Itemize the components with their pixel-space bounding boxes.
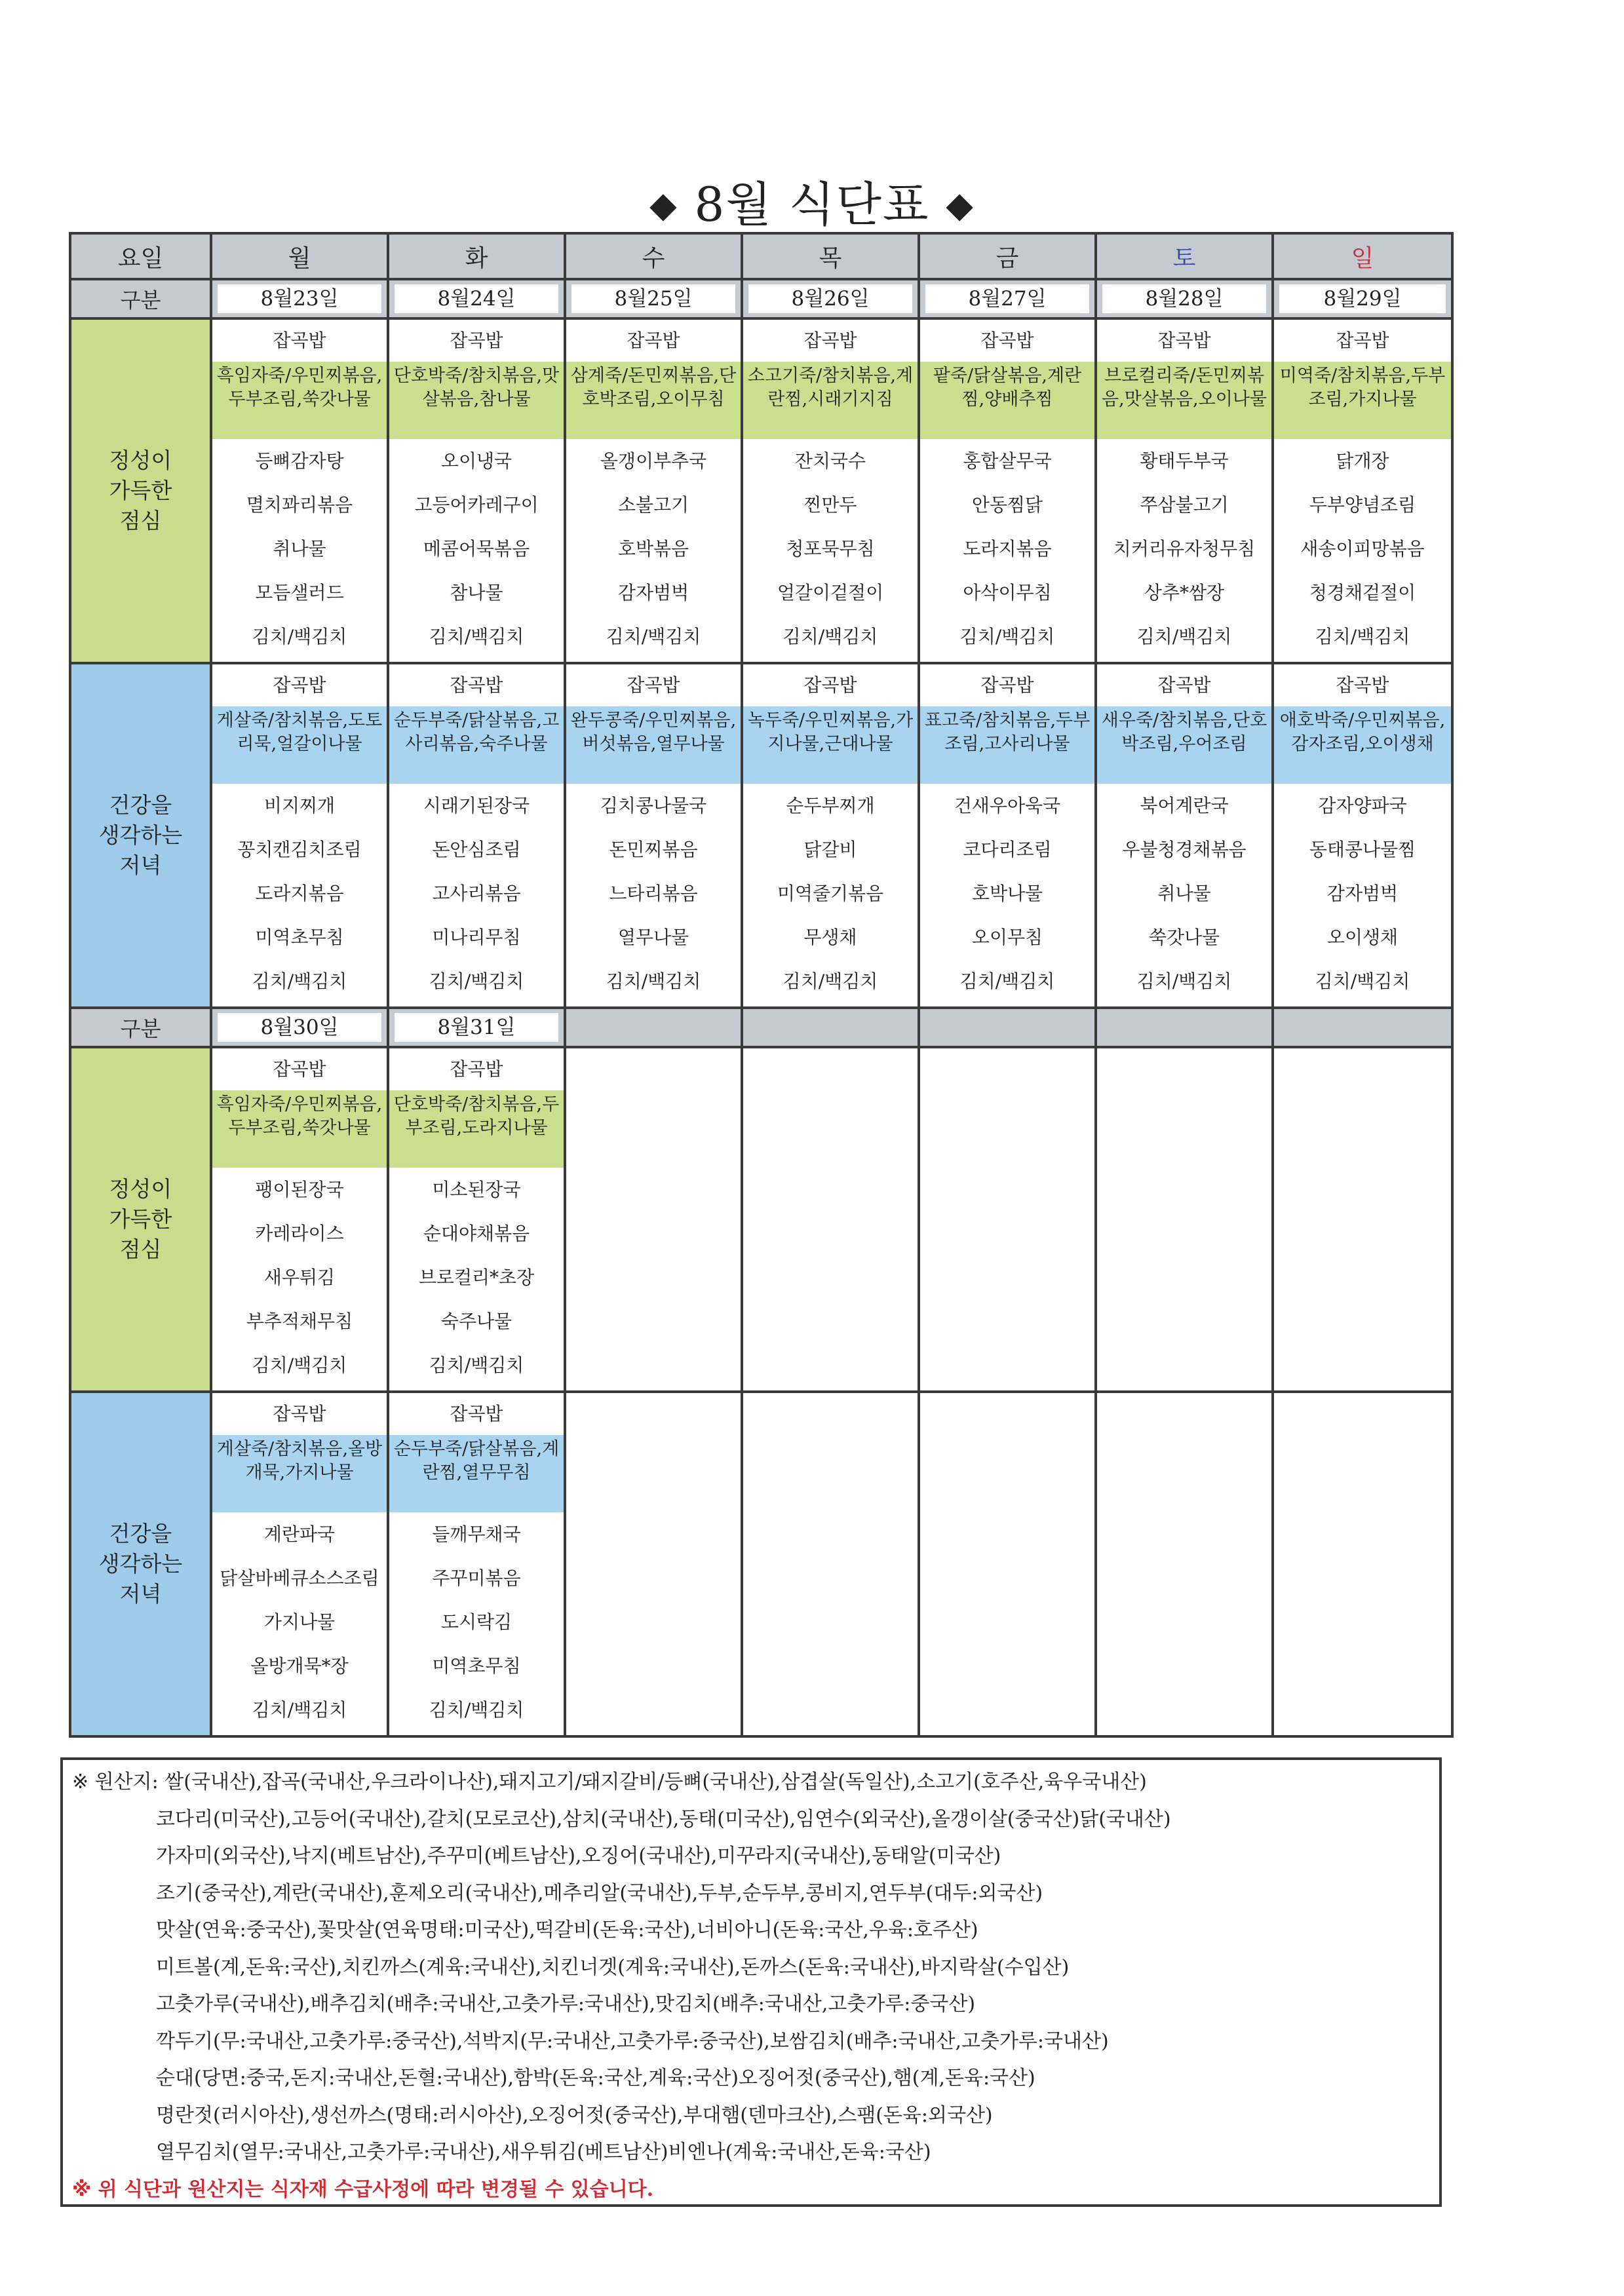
menu-item: 들깨무채국 bbox=[432, 1523, 521, 1545]
menu-item: 고등어카레구이 bbox=[414, 494, 539, 516]
weekday-tue: 화 bbox=[388, 233, 565, 279]
menu-item: 김치/백김치 bbox=[1315, 970, 1410, 992]
menu-item: 열무나물 bbox=[617, 927, 689, 948]
menu-item: 돈민찌볶음 bbox=[609, 839, 698, 860]
week1-lunch-row bbox=[70, 318, 1452, 663]
menu-item: 감자범벅 bbox=[1326, 883, 1399, 904]
day-menu-cell bbox=[742, 1392, 919, 1736]
menu-item: 김치콩나물국 bbox=[600, 795, 707, 816]
menu-item: 주꾸미볶음 bbox=[432, 1567, 521, 1589]
origin-label: 원산지: bbox=[94, 1770, 159, 1793]
menu-item: 쑥갓나물 bbox=[1148, 927, 1220, 948]
day-menu-cell bbox=[1096, 1047, 1273, 1392]
date-cell: 8월23일 bbox=[218, 284, 381, 313]
porridge-set-item: 표고죽/참치볶음,두부조림,고사리나물 bbox=[920, 706, 1094, 784]
porridge-set-item: 소고기죽/참치볶음,계란찜,시래기지짐 bbox=[743, 362, 918, 439]
day-menu-cell bbox=[742, 318, 919, 663]
menu-item: 메콤어묵볶음 bbox=[423, 538, 530, 560]
origin-notice-box bbox=[60, 1757, 1442, 2207]
menu-item: 숙주나물 bbox=[440, 1311, 512, 1332]
menu-item: 상추*쌈장 bbox=[1144, 582, 1225, 603]
menu-item: 미역초무침 bbox=[255, 927, 344, 948]
porridge-set-item: 완두콩죽/우민찌볶음,버섯볶음,열무나물 bbox=[566, 706, 741, 784]
origin-line: 조기(중국산),계란(국내산),훈제오리(국내산),메추리알(국내산),두부,순두부,콩비지,연두부(대두:외국산) bbox=[156, 1881, 1043, 1905]
day-menu-cell bbox=[1273, 663, 1452, 1008]
menu-item: 도라지볶음 bbox=[963, 538, 1052, 560]
porridge-set-item: 게살죽/참치볶음,도토리묵,얼갈이나물 bbox=[212, 706, 387, 784]
menu-item: 무생채 bbox=[803, 927, 857, 948]
menu-item: 김치/백김치 bbox=[606, 626, 701, 647]
porridge-set-item: 새우죽/참치볶음,단호박조림,우어조림 bbox=[1097, 706, 1271, 784]
menu-item: 김치/백김치 bbox=[959, 970, 1055, 992]
menu-item: 김치/백김치 bbox=[1136, 970, 1232, 992]
menu-item: 느타리볶음 bbox=[609, 883, 698, 904]
date-cell: 8월27일 bbox=[925, 284, 1089, 313]
menu-item: 김치/백김치 bbox=[252, 626, 347, 647]
date-cell: 8월28일 bbox=[1102, 284, 1266, 313]
weekday-wed: 수 bbox=[565, 233, 742, 279]
menu-item: 새우튀김 bbox=[263, 1267, 336, 1288]
menu-item: 김치/백김치 bbox=[783, 626, 878, 647]
day-menu-cell bbox=[919, 1047, 1096, 1392]
origin-line: 가자미(외국산),낙지(베트남산),주꾸미(베트남산),오징어(국내산),미꾸라지(국내산),동태알(미국산) bbox=[156, 1845, 1001, 1867]
menu-item: 호박볶음 bbox=[617, 538, 689, 560]
menu-item: 안동찜닭 bbox=[971, 494, 1043, 516]
origin-line: 맛살(연육:중국산),꽃맛살(연육명태:미국산),떡갈비(돈육:국산),너비아니(돈육:국산,우육:호주산) bbox=[156, 1919, 978, 1942]
menu-item: 쭈삼불고기 bbox=[1140, 494, 1229, 516]
menu-item: 북어계란국 bbox=[1140, 795, 1229, 816]
day-menu-cell bbox=[1096, 1392, 1273, 1736]
menu-item: 미나리무침 bbox=[432, 927, 521, 948]
menu-item: 소불고기 bbox=[617, 494, 689, 516]
weekday-header-row bbox=[70, 233, 1452, 279]
rice-item: 잡곡밥 bbox=[1157, 330, 1211, 351]
day-menu-cell bbox=[565, 663, 742, 1008]
rice-item: 잡곡밥 bbox=[803, 674, 857, 696]
menu-item: 김치/백김치 bbox=[1136, 626, 1232, 647]
porridge-set-item: 단호박죽/참치볶음,두부조림,도라지나물 bbox=[389, 1090, 564, 1168]
weekday-sun: 일 bbox=[1273, 233, 1452, 279]
porridge-set-item: 브로컬리죽/돈민찌볶음,맛살볶음,오이나물 bbox=[1097, 362, 1271, 439]
day-menu-cell bbox=[742, 1047, 919, 1392]
porridge-set-item: 삼계죽/돈민찌볶음,단호박조림,오이무침 bbox=[566, 362, 741, 439]
reference-mark-icon: ※ bbox=[72, 2177, 92, 2201]
rice-item: 잡곡밥 bbox=[1336, 674, 1389, 696]
menu-item: 김치/백김치 bbox=[429, 970, 524, 992]
menu-item: 부추적채무침 bbox=[246, 1311, 353, 1332]
porridge-set-item: 녹두죽/우민찌볶음,가지나물,근대나물 bbox=[743, 706, 918, 784]
origin-line: 미트볼(계,돈육:국산),치킨까스(계육:국내산),치킨너겟(계육:국내산),돈까스(돈육:국내산),바지락살(수입산) bbox=[156, 1955, 1070, 1979]
origin-first-line bbox=[72, 1764, 1439, 1801]
day-menu-cell bbox=[211, 663, 388, 1008]
menu-item: 도시락김 bbox=[440, 1611, 512, 1633]
porridge-set-item: 팥죽/닭살볶음,계란찜,양배추찜 bbox=[920, 362, 1094, 439]
menu-item: 브로컬리*초장 bbox=[418, 1267, 535, 1288]
date-cell-empty bbox=[1096, 1008, 1273, 1047]
menu-item: 잔치국수 bbox=[794, 450, 866, 472]
menu-item: 얼갈이겉절이 bbox=[777, 582, 884, 603]
origin-line: 깍두기(무:국내산,고춧가루:중국산),석박지(무:국내산,고춧가루:중국산),보쌈김치(배추:국내산,고춧가루:국내산) bbox=[156, 2029, 1109, 2053]
weekday-label: 요일 bbox=[70, 233, 211, 279]
day-menu-cell bbox=[1273, 1047, 1452, 1392]
origin-line: 명란젓(러시아산),생선까스(명태:러시아산),오징어젓(중국산),부대햄(덴마크산),스팸(돈육:외국산) bbox=[156, 2103, 993, 2127]
gubun-label: 구분 bbox=[70, 279, 211, 318]
week1-date-row bbox=[70, 279, 1452, 318]
origin-line: 고춧가루(국내산),배추김치(배추:국내산,고춧가루:국내산),맛김치(배추:국내산,고춧가루:중국산) bbox=[156, 1993, 976, 2016]
rice-item: 잡곡밥 bbox=[627, 330, 680, 351]
reference-mark-icon: ※ bbox=[72, 1770, 89, 1793]
menu-item: 꽁치캔김치조림 bbox=[237, 839, 362, 860]
day-menu-cell bbox=[1273, 318, 1452, 663]
rice-item: 잡곡밥 bbox=[450, 1403, 503, 1425]
date-cell-empty bbox=[919, 1008, 1096, 1047]
menu-item: 홍합살무국 bbox=[963, 450, 1052, 472]
porridge-set-item: 흑임자죽/우민찌볶음,두부조림,쑥갓나물 bbox=[212, 362, 387, 439]
lunch-label: 정성이 가득한 점심 bbox=[70, 1047, 211, 1392]
day-menu-cell bbox=[211, 1047, 388, 1392]
menu-item: 미소된장국 bbox=[432, 1179, 521, 1200]
rice-item: 잡곡밥 bbox=[980, 330, 1034, 351]
weekday-sat: 토 bbox=[1096, 233, 1273, 279]
menu-item: 찐만두 bbox=[803, 494, 857, 516]
menu-table bbox=[69, 232, 1454, 1738]
rice-item: 잡곡밥 bbox=[803, 330, 857, 351]
menu-item: 카레라이스 bbox=[255, 1223, 344, 1244]
day-menu-cell bbox=[211, 1392, 388, 1736]
porridge-set-item: 게살죽/참치볶음,올방개묵,가지나물 bbox=[212, 1435, 387, 1512]
rice-item: 잡곡밥 bbox=[273, 330, 326, 351]
diamond-icon: ◆ bbox=[649, 184, 678, 225]
menu-item: 등뼈감자탕 bbox=[255, 450, 344, 472]
rice-item: 잡곡밥 bbox=[273, 1403, 326, 1425]
day-menu-cell bbox=[1096, 318, 1273, 663]
rice-item: 잡곡밥 bbox=[273, 1058, 326, 1080]
menu-item: 미역초무침 bbox=[432, 1655, 521, 1677]
menu-item: 올방개묵*장 bbox=[250, 1655, 349, 1677]
menu-item: 감자범벅 bbox=[617, 582, 689, 603]
menu-item: 김치/백김치 bbox=[959, 626, 1055, 647]
menu-item: 김치/백김치 bbox=[783, 970, 878, 992]
menu-item: 취나물 bbox=[1157, 883, 1211, 904]
menu-item: 고사리볶음 bbox=[432, 883, 521, 904]
change-notice bbox=[72, 2172, 1439, 2209]
menu-item: 새송이피망볶음 bbox=[1300, 538, 1425, 560]
origin-line: 쌀(국내산),잡곡(국내산,우크라이나산),돼지고기/돼지갈비/등뼈(국내산),삼겹살(독일산),소고기(호주산,육우국내산) bbox=[164, 1770, 1147, 1793]
day-menu-cell bbox=[1096, 663, 1273, 1008]
lunch-label: 정성이 가득한 점심 bbox=[70, 318, 211, 663]
title-text: 8월 식단표 bbox=[694, 177, 930, 232]
menu-item: 오이생채 bbox=[1326, 927, 1399, 948]
rice-item: 잡곡밥 bbox=[1157, 674, 1211, 696]
menu-item: 팽이된장국 bbox=[255, 1179, 344, 1200]
day-menu-cell bbox=[388, 318, 565, 663]
menu-item: 모듬샐러드 bbox=[255, 582, 344, 603]
menu-item: 김치/백김치 bbox=[252, 1699, 347, 1721]
menu-item: 호박나물 bbox=[971, 883, 1043, 904]
date-cell-empty bbox=[742, 1008, 919, 1047]
day-menu-cell bbox=[919, 1392, 1096, 1736]
menu-item: 취나물 bbox=[273, 538, 326, 560]
gubun-label: 구분 bbox=[70, 1008, 211, 1047]
menu-item: 계란파국 bbox=[263, 1523, 336, 1545]
rice-item: 잡곡밥 bbox=[273, 674, 326, 696]
menu-item: 닭갈비 bbox=[803, 839, 857, 860]
menu-item: 오이냉국 bbox=[440, 450, 512, 472]
menu-item: 코다리조림 bbox=[963, 839, 1052, 860]
menu-item: 감자양파국 bbox=[1318, 795, 1407, 816]
dinner-label: 건강을 생각하는 저녁 bbox=[70, 1392, 211, 1736]
menu-item: 김치/백김치 bbox=[252, 970, 347, 992]
rice-item: 잡곡밥 bbox=[980, 674, 1034, 696]
porridge-set-item: 애호박죽/우민찌볶음,감자조림,오이생채 bbox=[1274, 706, 1451, 784]
menu-item: 올갱이부추국 bbox=[600, 450, 707, 472]
date-cell: 8월30일 bbox=[218, 1013, 381, 1042]
date-cell-empty bbox=[1273, 1008, 1452, 1047]
menu-item: 청포묵무침 bbox=[786, 538, 875, 560]
date-cell-empty bbox=[565, 1008, 742, 1047]
week2-lunch-row bbox=[70, 1047, 1452, 1392]
dinner-label: 건강을 생각하는 저녁 bbox=[70, 663, 211, 1008]
menu-item: 아삭이무침 bbox=[963, 582, 1052, 603]
day-menu-cell bbox=[388, 1392, 565, 1736]
porridge-set-item: 미역죽/참치볶음,두부조림,가지나물 bbox=[1274, 362, 1451, 439]
menu-item: 닭살바베큐소스조림 bbox=[220, 1567, 379, 1589]
rice-item: 잡곡밥 bbox=[627, 674, 680, 696]
menu-item: 오이무침 bbox=[971, 927, 1043, 948]
menu-item: 김치/백김치 bbox=[606, 970, 701, 992]
day-menu-cell bbox=[211, 318, 388, 663]
day-menu-cell bbox=[742, 663, 919, 1008]
menu-item: 우불청경채볶음 bbox=[1122, 839, 1247, 860]
menu-item: 미역줄기볶음 bbox=[777, 883, 884, 904]
day-menu-cell bbox=[388, 1047, 565, 1392]
menu-item: 동태콩나물찜 bbox=[1309, 839, 1416, 860]
date-cell: 8월26일 bbox=[748, 284, 912, 313]
menu-item: 김치/백김치 bbox=[429, 1699, 524, 1721]
menu-item: 김치/백김치 bbox=[252, 1354, 347, 1376]
menu-item: 건새우아욱국 bbox=[954, 795, 1061, 816]
menu-item: 순대야채볶음 bbox=[423, 1223, 530, 1244]
menu-item: 돈안심조림 bbox=[432, 839, 521, 860]
rice-item: 잡곡밥 bbox=[450, 674, 503, 696]
menu-item: 김치/백김치 bbox=[429, 1354, 524, 1376]
menu-item: 순두부찌개 bbox=[786, 795, 875, 816]
rice-item: 잡곡밥 bbox=[1336, 330, 1389, 351]
date-cell: 8월24일 bbox=[395, 284, 558, 313]
menu-item: 닭개장 bbox=[1336, 450, 1389, 472]
menu-item: 가지나물 bbox=[263, 1611, 336, 1633]
porridge-set-item: 순두부죽/닭살볶음,고사리볶음,숙주나물 bbox=[389, 706, 564, 784]
day-menu-cell bbox=[1273, 1392, 1452, 1736]
notice-text: 위 식단과 원산지는 식자재 수급사정에 따라 변경될 수 있습니다. bbox=[98, 2177, 654, 2201]
date-cell: 8월29일 bbox=[1279, 284, 1446, 313]
porridge-set-item: 순두부죽/닭살볶음,계란찜,열무무침 bbox=[389, 1435, 564, 1512]
menu-item: 비지찌개 bbox=[263, 795, 336, 816]
origin-line: 열무김치(열무:국내산,고춧가루:국내산),새우튀김(베트남산)비엔나(계육:국내산,돈육:국산) bbox=[156, 2141, 931, 2164]
diamond-icon: ◆ bbox=[946, 184, 975, 225]
menu-item: 두부양념조림 bbox=[1309, 494, 1416, 516]
date-cell: 8월25일 bbox=[571, 284, 735, 313]
week2-date-row bbox=[70, 1008, 1452, 1047]
menu-item: 시래기된장국 bbox=[423, 795, 530, 816]
menu-item: 청경채겉절이 bbox=[1309, 582, 1416, 603]
page-title bbox=[0, 172, 1624, 237]
weekday-fri: 금 bbox=[919, 233, 1096, 279]
week2-dinner-row bbox=[70, 1392, 1452, 1736]
menu-item: 멸치꽈리볶음 bbox=[246, 494, 353, 516]
day-menu-cell bbox=[565, 1392, 742, 1736]
day-menu-cell bbox=[565, 318, 742, 663]
menu-item: 치커리유자청무침 bbox=[1113, 538, 1256, 560]
weekday-thu: 목 bbox=[742, 233, 919, 279]
menu-item: 도라지볶음 bbox=[255, 883, 344, 904]
porridge-set-item: 단호박죽/참치볶음,맛살볶음,참나물 bbox=[389, 362, 564, 439]
menu-item: 김치/백김치 bbox=[429, 626, 524, 647]
origin-line: 코다리(미국산),고등어(국내산),갈치(모로코산),삼치(국내산),동태(미국산),임연수(외국산),올갱이살(중국산)닭(국내산) bbox=[156, 1807, 1171, 1831]
week1-dinner-row bbox=[70, 663, 1452, 1008]
day-menu-cell bbox=[388, 663, 565, 1008]
day-menu-cell bbox=[919, 318, 1096, 663]
day-menu-cell bbox=[919, 663, 1096, 1008]
porridge-set-item: 흑임자죽/우민찌볶음,두부조림,쑥갓나물 bbox=[212, 1090, 387, 1168]
menu-item: 황태두부국 bbox=[1140, 450, 1229, 472]
menu-item: 참나물 bbox=[450, 582, 503, 603]
date-cell: 8월31일 bbox=[395, 1013, 558, 1042]
menu-item: 김치/백김치 bbox=[1315, 626, 1410, 647]
day-menu-cell bbox=[565, 1047, 742, 1392]
rice-item: 잡곡밥 bbox=[450, 330, 503, 351]
weekday-mon: 월 bbox=[211, 233, 388, 279]
rice-item: 잡곡밥 bbox=[450, 1058, 503, 1080]
origin-line: 순대(당면:중국,돈지:국내산,돈혈:국내산),함박(돈육:국산,계육:국산)오징어젓(중국산),햄(계,돈육:국산) bbox=[156, 2067, 1035, 2090]
